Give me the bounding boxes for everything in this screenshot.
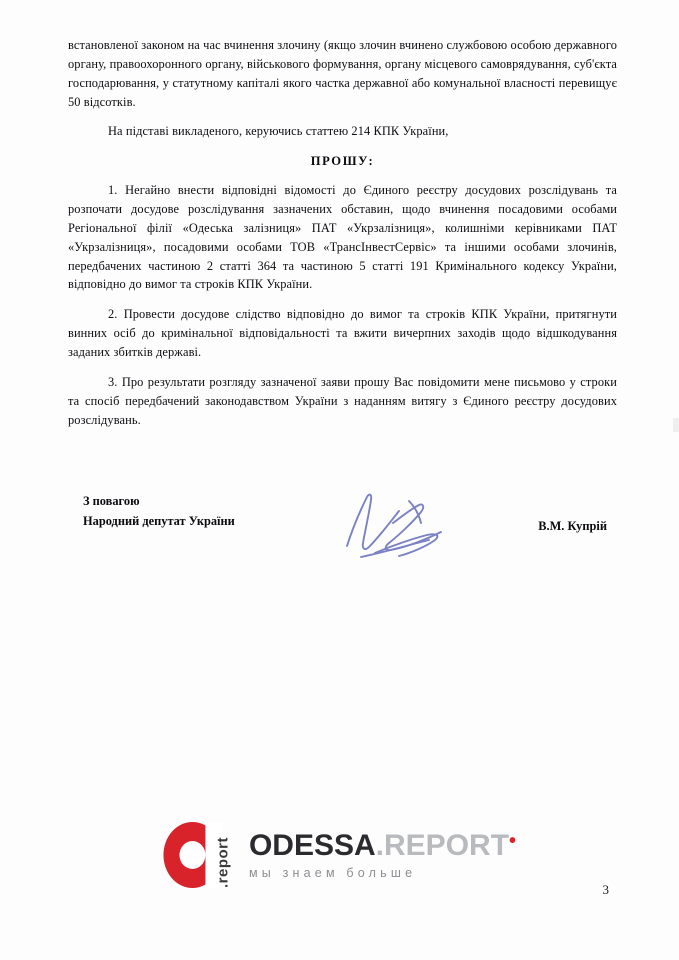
page-edge-mark	[673, 418, 679, 432]
logo-wordmark	[248, 828, 517, 880]
logo-mark-icon	[163, 822, 237, 888]
signature-block	[68, 491, 617, 611]
request-item-2: 2. Провести досудове слідство відповідно до вимог та строків КПК України, притягнути винних осіб до кримінальної відповідальності та вжити вичерпних заходів щодо відшкодування заданих збитків державі.	[68, 307, 617, 359]
logo-vertical-text	[210, 822, 236, 888]
handwritten-signature-icon	[323, 483, 473, 573]
logo-vertical-label: .report	[214, 836, 232, 888]
logo-brand-separator: .	[375, 828, 385, 862]
logo-brand-secondary: REPORT	[384, 828, 510, 862]
page-number: 3	[602, 882, 609, 897]
logo-brand-line	[248, 828, 517, 862]
odessa-report-logo	[163, 822, 516, 888]
signature-respect-line: З повагою	[83, 494, 140, 509]
request-item-3: 3. Про результати розгляду зазначеної заяви прошу Вас повідомити мене письмово у строки та спосіб передбачений законодавством України з наданням витягу з Єдиного реєстру досудових розслідувань.	[68, 374, 617, 427]
logo-circle-hole	[179, 841, 205, 869]
request-heading: ПРОШУ:	[310, 154, 375, 169]
logo-brand-primary: ODESSA	[248, 828, 376, 862]
signature-left	[83, 491, 235, 531]
paragraph-basis: На підставі викладеного, керуючись статтею 214 КПК України,	[108, 124, 449, 139]
paragraph-continued: встановленої законом на час вчинення злочину (якщо злочин вчинено службовою особою державного органу, правоохоронного органу, військового формування, органу місцевого самоврядування, суб'єкта господарювання, у статутному капіталі якого частка державної або комунальної власності перевищує 50 відсотків.	[68, 38, 617, 109]
signature-title-line: Народний депутат України	[83, 514, 235, 529]
logo-accent-dot: •	[509, 829, 517, 852]
signature-name: В.М. Купрій	[538, 519, 607, 534]
logo-tagline: мы знаем больше	[248, 865, 417, 880]
request-item-1: 1. Негайно внести відповідні відомості до Єдиного реєстру досудових розслідувань та розпочати досудове розслідування зазначених обставин, щодо вчинення посадовими особами Регіональної філії «Одеська залізниця» ПАТ «Укрзалізниця», колишніми керівниками ПАТ «Укрзалізниця», посадовими особами ТОВ «ТрансІнвестСервіс» та іншими особами злочинів, передбачених частиною 2 статті 364 та частиною 5 статті 191 Кримінального кодексу України, відповідно до вимог та строків КПК України.	[68, 183, 617, 292]
